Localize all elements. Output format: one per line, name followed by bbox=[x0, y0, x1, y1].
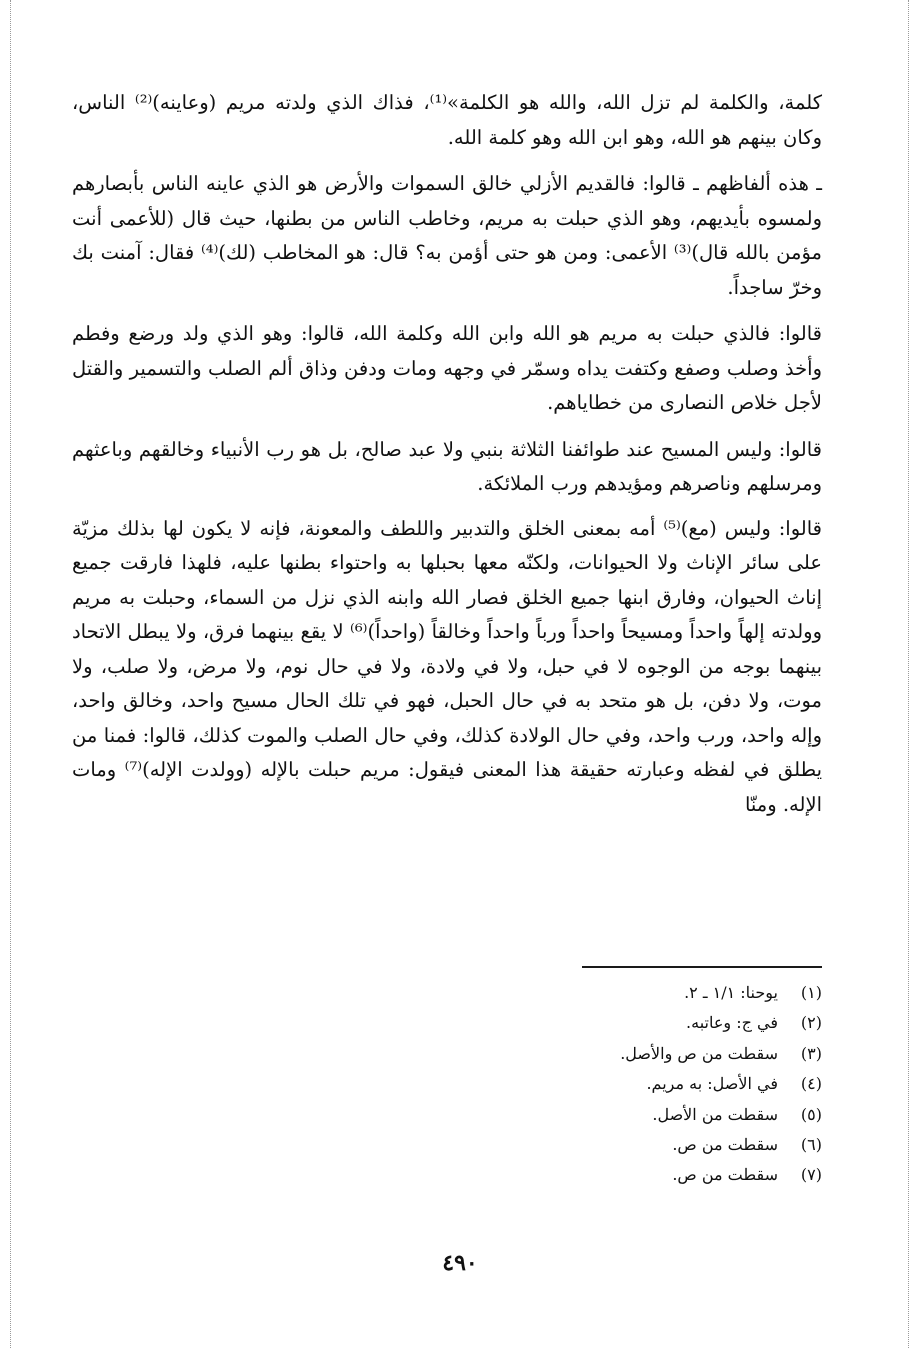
footnote-number: (٥) bbox=[800, 1104, 822, 1124]
footnote-text: في ج: وعاتبه. bbox=[686, 1013, 778, 1033]
footnote-item bbox=[372, 1069, 822, 1099]
footnote-text: يوحنا: ١/١ ـ ٢. bbox=[684, 983, 778, 1002]
footnote-item bbox=[372, 1008, 822, 1038]
paragraph-5: قالوا: وليس (مع)⁽⁵⁾ أمه بمعنى الخلق والتدبير واللطف والمعونة، فإنه لا يكون لها بذلك مزيّة على سائر الإناث ولا الحيوانات، ولكنّه معها بحبلها به واحتواء بطنها عليه، فلهذا فارقت جميع إناث الحيوان، وفارق ابنها جميع الخلق فصار الله وابنه الذي نزل من السماء، وحبلت به مريم وولدته إلهاً واحداً ومسيحاً واحداً ورباً واحداً وخالقاً (واحداً)⁽⁶⁾ لا يقع بينهما فرق، ولا يبطل الاتحاد بينهما بوجه من الوجوه لا في حبل، ولا في ولادة، ولا في حال نوم، ولا مرض، ولا صلب، ولا موت، ولا دفن، بل هو متحد به في حال الحبل، فهو في تلك الحال مسيح واحد، وخالق واحد، وإله واحد، ورب واحد، وفي حال الولادة كذلك، وفي حال الصلب والموت كذلك، قالوا: فمنا من يطلق في لفظه وعبارته حقيقة هذا المعنى فيقول: مريم حبلت بالإله (وولدت الإله)⁽⁷⁾ ومات الإله. ومنّا bbox=[72, 516, 822, 816]
footnote-separator bbox=[582, 966, 822, 968]
footnote-text: في الأصل: به مريم. bbox=[646, 1074, 778, 1094]
scan-edge-left bbox=[10, 0, 11, 1348]
footnote-number: (٦) bbox=[800, 1135, 822, 1155]
footnote-text: سقطت من ص. bbox=[672, 1135, 778, 1155]
paragraph-3: قالوا: فالذي حبلت به مريم هو الله وابن الله وكلمة الله، قالوا: وهو الذي ولد ورضع وفطم وأخذ وصلب وصفع وكتفت يداه وسمّر في وجهه ومات ودفن وذاق ألم الصلب والتسمير والقتل لأجل خلاص النصارى من خطاياهم. bbox=[72, 322, 822, 414]
footnote-number: (٤) bbox=[800, 1074, 822, 1094]
footnote-item bbox=[372, 1160, 822, 1190]
scan-edge-right bbox=[908, 0, 909, 1348]
footnote-item bbox=[372, 1039, 822, 1069]
footnote-number: (٢) bbox=[800, 1013, 822, 1033]
footnotes-list bbox=[372, 978, 822, 1191]
footnote-number: (٣) bbox=[800, 1043, 822, 1063]
footnote-item bbox=[372, 978, 822, 1008]
page-body bbox=[72, 86, 822, 834]
footnote-text: سقطت من الأصل. bbox=[652, 1104, 778, 1124]
footnote-text: سقطت من ص والأصل. bbox=[620, 1043, 778, 1063]
paragraph-4: قالوا: وليس المسيح عند طوائفنا الثلاثة بنبي ولا عبد صالح، بل هو رب الأنبياء وخالقهم وباعثهم ومرسلهم وناصرهم ومؤيدهم ورب الملائكة. bbox=[72, 437, 822, 495]
footnote-number: (١) bbox=[800, 983, 822, 1002]
paragraph-1: كلمة، والكلمة لم تزل الله، والله هو الكلمة»⁽¹⁾، فذاك الذي ولدته مريم (وعاينه)⁽²⁾ الناس، وكان بينهم هو الله، وهو ابن الله وهو كلمة الله. bbox=[72, 91, 822, 149]
footnote-text: سقطت من ص. bbox=[672, 1165, 778, 1185]
page-number: ٤٩٠ bbox=[442, 1250, 478, 1276]
footnote-number: (٧) bbox=[800, 1165, 822, 1185]
paragraph-2: ـ هذه ألفاظهم ـ قالوا: فالقديم الأزلي خالق السموات والأرض هو الذي عاينه الناس بأبصارهم ولمسوه بأيديهم، وهو الذي حبلت به مريم، وخاطب الناس من بطنها، حيث قال (للأعمى أنت مؤمن بالله قال)⁽³⁾ الأعمى: ومن هو حتى أؤمن به؟ قال: هو المخاطب (لك)⁽⁴⁾ فقال: آمنت بك وخرّ ساجداً. bbox=[72, 172, 822, 299]
footnote-item bbox=[372, 1100, 822, 1130]
footnote-item bbox=[372, 1130, 822, 1160]
